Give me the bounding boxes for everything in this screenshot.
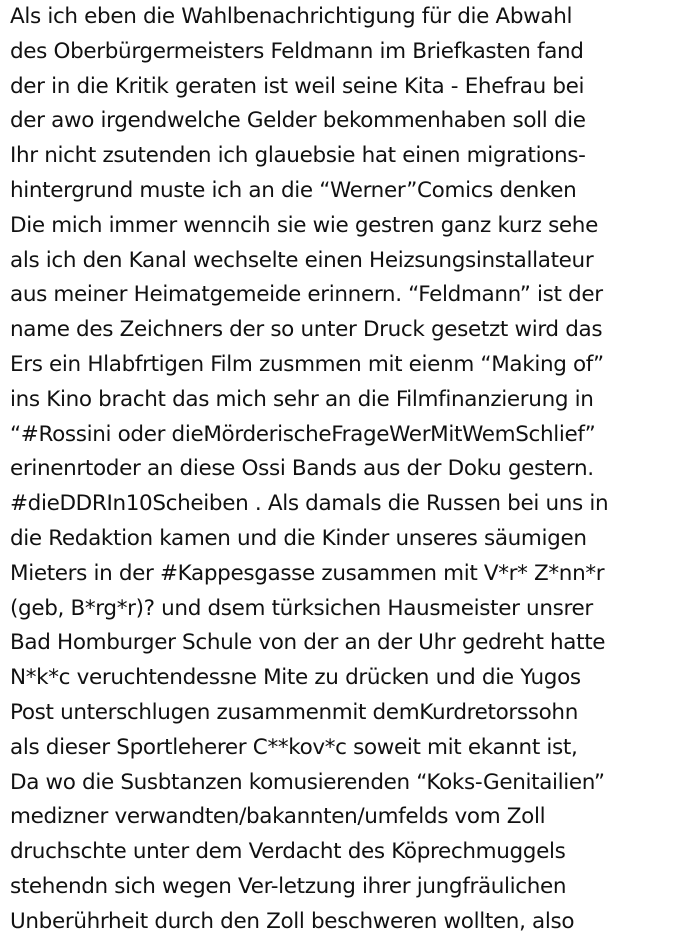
text-line: Ers ein Hlabfrtigen Film zusmmen mit eienm “Making of” [10,351,604,377]
text-line: erinenrtoder an diese Ossi Bands aus der Doku gestern. [10,456,594,482]
text-line: hintergrund muste ich an die “Werner”Comics denken [10,177,577,203]
text-line: Bad Homburger Schule von der an der Uhr gedreht hatte [10,630,606,656]
text-line: medizner verwandten/bakannten/umfelds vom Zoll [10,804,546,830]
text-line: Ihr nicht zsutenden ich glauebsie hat einen migrations- [10,143,586,169]
text-line: #dieDDRIn10Scheiben . Als damals die Russen bei uns in [10,491,609,517]
text-line: druchschte unter dem Verdacht des Köprechmuggels [10,839,566,865]
text-line: stehendn sich wegen Ver-letzung ihrer jungfräulichen [10,873,567,899]
text-line: Mieters in der #Kappesgasse zusammen mit V*r* Z*nn*r [10,560,605,586]
text-line: als ich den Kanal wechselte einen Heizsungsinstallateur [10,247,594,273]
text-line: des Oberbürgermeisters Feldmann im Briefkasten fand [10,38,584,64]
text-line: name des Zeichners der so unter Druck gesetzt wird das [10,317,603,343]
text-line: Als ich eben die Wahlbenachrichtigung für die Abwahl [10,4,573,29]
text-line: “#Rossini oder dieMörderischeFrageWerMitWemSchlief” [10,421,596,447]
text-line: Da wo die Susbtanzen komusierenden “Koks-Genitailien” [10,769,605,795]
text-line: als dieser Sportleherer C**kov*c soweit mit ekannt ist, [10,734,578,760]
body-text [10,0,682,940]
text-line: Unberührheit durch den Zoll beschweren wollten, also [10,908,575,934]
text-line: die Redaktion kamen und die Kinder unseres säumigen [10,525,587,551]
text-line: ins Kino bracht das mich sehr an die Filmfinanzierung in [10,386,594,412]
text-line: aus meiner Heimatgemeide erinnern. “Feldmann” ist der [10,282,603,308]
text-line: (geb, B*rg*r)? und dsem türksichen Hausmeister unsrer [10,595,593,621]
text-line: Die mich immer wenncih sie wie gestren ganz kurz sehe [10,212,598,238]
text-line: der awo irgendwelche Gelder bekommenhaben soll die [10,108,586,134]
text-line: der in die Kritik geraten ist weil seine Kita - Ehefrau bei [10,73,585,99]
text-line: Post unterschlugen zusammenmit demKurdretorssohn [10,699,578,725]
text-line: N*k*c veruchtendessne Mite zu drücken und die Yugos [10,665,581,691]
